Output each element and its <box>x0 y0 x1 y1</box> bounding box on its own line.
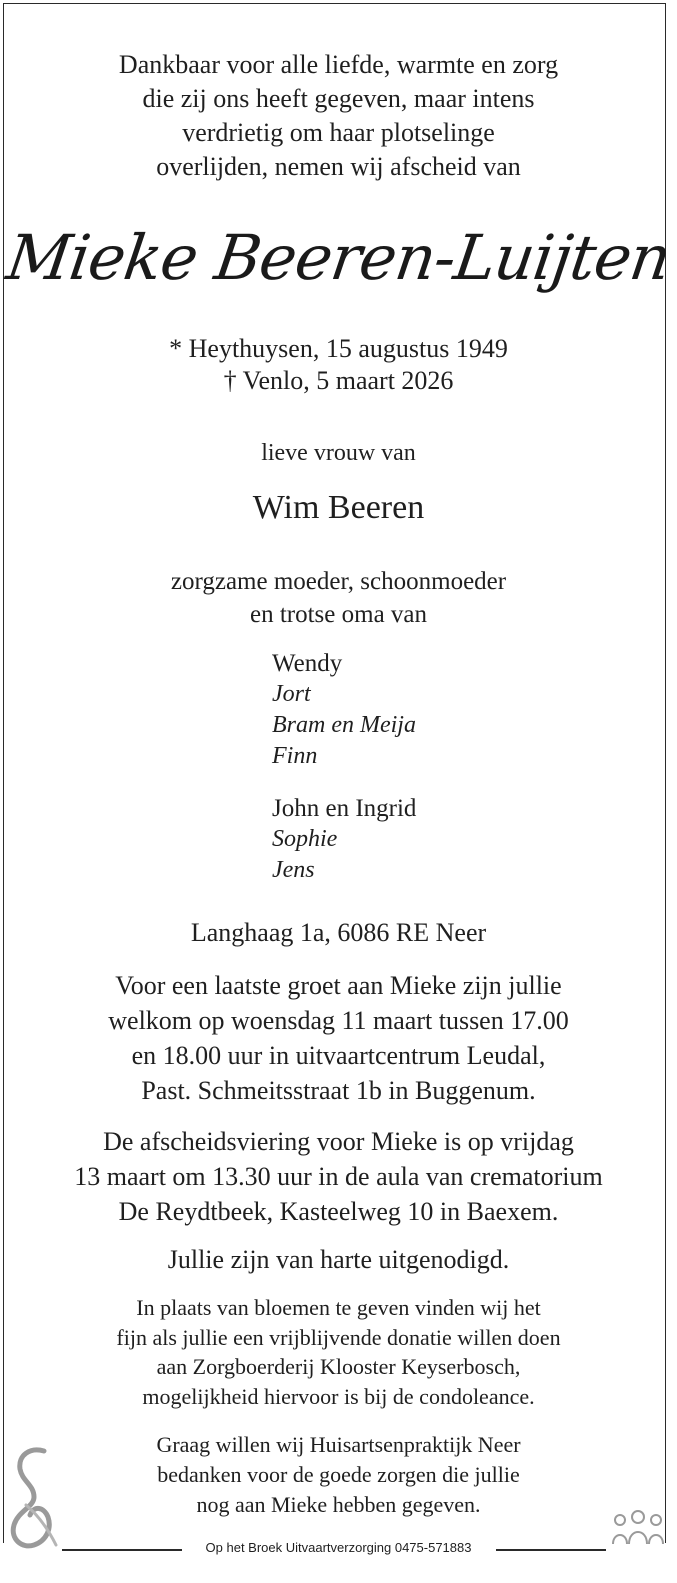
footer <box>0 1540 677 1555</box>
service-info <box>0 1124 677 1229</box>
donation-line: In plaats van bloemen te geven vinden wij het <box>136 1295 541 1320</box>
grandchild-name: Jens <box>272 857 315 883</box>
spouse-intro: lieve vrouw van <box>261 440 416 466</box>
invitation: Jullie zijn van harte uitgenodigd. <box>167 1245 510 1274</box>
donation-info <box>0 1293 677 1411</box>
thanks-info <box>0 1430 677 1520</box>
visit-info <box>0 968 677 1108</box>
thanks-line: Graag willen wij Huisartsenpraktijk Neer <box>156 1432 521 1457</box>
spouse-name: Wim Beeren <box>252 489 425 526</box>
visit-line: Past. Schmeitsstraat 1b in Buggenum. <box>141 1076 536 1105</box>
intro-line: Dankbaar voor alle liefde, warmte en zorg <box>118 50 559 79</box>
service-line: De Reydtbeek, Kasteelweg 10 in Baexem. <box>118 1197 559 1226</box>
grandchild-name: Sophie <box>272 826 338 852</box>
family-group <box>272 648 416 772</box>
intro-text <box>0 48 677 184</box>
birth-date: * Heythuysen, 15 augustus 1949 <box>169 334 508 363</box>
intro-line: overlijden, nemen wij afscheid van <box>156 152 521 181</box>
intro-line: die zij ons heeft gegeven, maar intens <box>142 84 535 113</box>
parent-intro-line: en trotse oma van <box>249 601 428 628</box>
deceased-name: Mieke Beeren-Luijten <box>2 221 675 294</box>
parent-intro <box>0 565 677 631</box>
thanks-line: bedanken voor de goede zorgen die jullie <box>157 1462 520 1487</box>
parent-intro-line: zorgzame moeder, schoonmoeder <box>170 568 507 595</box>
thanks-line: nog aan Mieke hebben gegeven. <box>196 1492 481 1517</box>
donation-line: mogelijkheid hiervoor is bij de condoleance. <box>142 1383 535 1409</box>
service-line: De afscheidsviering voor Mieke is op vrijdag <box>103 1127 574 1156</box>
visit-line: Voor een laatste groet aan Mieke zijn jullie <box>115 971 562 1000</box>
grandchild-name: Jort <box>272 681 311 707</box>
service-line: 13 maart om 13.30 uur in de aula van crematorium <box>74 1162 603 1191</box>
child-name: John en Ingrid <box>272 795 417 822</box>
life-dates <box>0 333 677 397</box>
home-address: Langhaag 1a, 6086 RE Neer <box>190 918 487 947</box>
grandchild-name: Finn <box>272 743 318 769</box>
donation-line: fijn als jullie een vrijblijvende donatie willen doen <box>116 1324 561 1350</box>
donation-line: aan Zorgboerderij Klooster Keyserbosch, <box>156 1354 521 1379</box>
footer-text: Op het Broek Uitvaartverzorging 0475-571883 <box>200 1540 478 1555</box>
visit-line: welkom op woensdag 11 maart tussen 17.00 <box>108 1006 569 1035</box>
visit-line: en 18.00 uur in uitvaartcentrum Leudal, <box>131 1041 546 1070</box>
child-name: Wendy <box>272 650 343 677</box>
death-date: † Venlo, 5 maart 2026 <box>223 366 454 395</box>
family-group <box>272 793 416 886</box>
intro-line: verdrietig om haar plotselinge <box>182 118 495 147</box>
grandchild-name: Bram en Meija <box>272 712 416 738</box>
